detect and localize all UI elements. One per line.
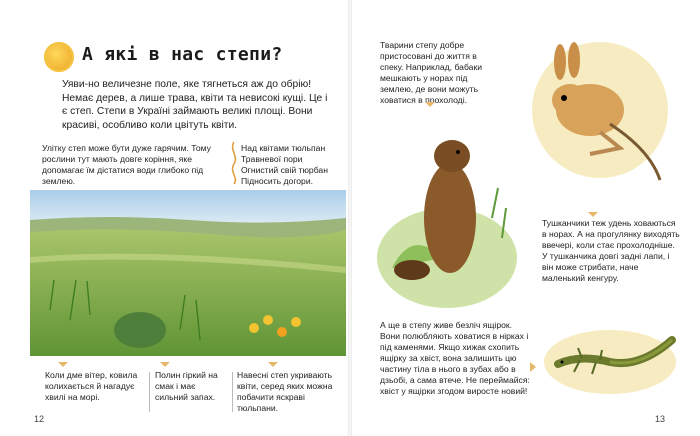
- lizard-illustration: [540, 318, 680, 398]
- lizard-paragraph: А ще в степу живе безліч ящірок. Вони полюбляють ховатися в нірках і під каменями. Якщо хижак схопить ящірку за хвіст, вона залишить цю частину тіла в нього в зубах або в дзьобі, а сама втече. Не переймайся: хвіст у ящірки згодом виросте новий!: [380, 320, 530, 396]
- summer-paragraph: Улітку степ може бути дуже гарячим. Тому рослини тут мають довге коріння, яке допомагає їм дістатися води глибоко під землею.: [42, 143, 211, 186]
- jerboa-illustration: [530, 40, 676, 190]
- pointer-icon: [588, 212, 598, 217]
- page-number-right: 13: [655, 414, 666, 424]
- page-number-left: 12: [34, 414, 45, 424]
- marmot-illustration: [372, 108, 522, 308]
- caption-polyn: Полин гіркий на смак і має сильний запах.: [155, 370, 218, 402]
- divider: [149, 372, 150, 412]
- divider: [232, 372, 233, 412]
- steppe-landscape-illustration: [30, 190, 346, 356]
- pointer-icon: [530, 362, 536, 372]
- jerboa-paragraph: Тушканчики теж удень ховаються в норах. А на прогулянку виходять ввечері, коли стає прохолодніше. У тушканчика довгі задні лапи, і він може стрибати, наче маленький кенгуру.: [542, 218, 680, 283]
- animals-intro: Тварини степу добре пристосовані до життя в спеку. Наприклад, бабаки мешкають у норах під землею, де вони можуть ховатися в прохолоді.: [380, 40, 483, 105]
- pointer-icon: [268, 362, 278, 367]
- pointer-icon: [425, 102, 435, 107]
- character-badge-icon: [44, 42, 74, 72]
- intro-paragraph: Уяви-но величезне поле, яке тягнеться аж до обрію! Немає дерев, а лише трава, квіти та невисокі кущі. Це і є степ. Степи в Україні займають великі площі. Вони красиві, особливо коли цвітуть квіти.: [62, 79, 328, 131]
- tulip-poem: Над квітами тюльпан Травневої пори Огнистий свій тюрбан Підносить догори.: [241, 143, 328, 186]
- book-spine: [348, 0, 352, 436]
- caption-kovyla: Коли дме вітер, ковила колихається й нагадує хвилі на морі.: [45, 370, 138, 402]
- caption-tulips: Навесні степ укривають квіти, серед яких можна побачити яскраві тюльпани.: [237, 370, 333, 413]
- pointer-icon: [160, 362, 170, 367]
- page-title: А які в нас степи?: [82, 44, 283, 65]
- decorative-swirl-icon: [228, 140, 240, 186]
- pointer-icon: [58, 362, 68, 367]
